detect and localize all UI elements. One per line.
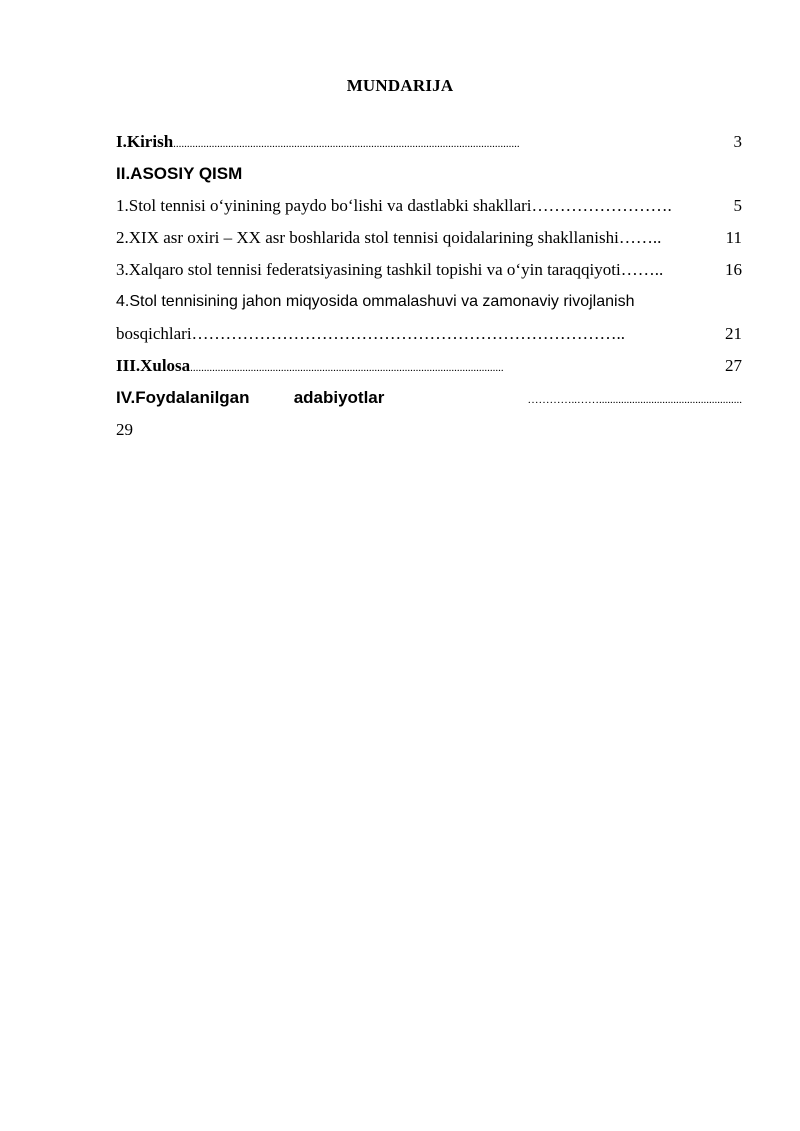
toc-entry-3[interactable] <box>116 254 742 286</box>
toc-section-heading <box>116 158 742 190</box>
toc-entry-label: I.Kirish <box>116 132 174 151</box>
toc-entry-label: 1.Stol tennisi o‘yinining paydo bo‘lishi va dastlabki shakllari <box>116 196 532 215</box>
toc-dot-leader: .............................................................................................................................. <box>173 138 520 150</box>
toc-entry-label: IV.Foydalanilgan adabiyotlar <box>116 388 385 407</box>
toc-dot-leader: ……………………. <box>531 196 672 215</box>
toc-dot-leader: ………………………………………………………………….. <box>191 324 626 343</box>
toc-entry-kirish[interactable] <box>116 126 742 158</box>
toc-page-number: 21 <box>725 324 742 343</box>
toc-entry-label: 3.Xalqaro stol tennisi federatsiyasining tashkil topishi va o‘yin taraqqiyoti <box>116 260 621 279</box>
toc-entry-xulosa[interactable] <box>116 350 742 382</box>
toc-dot-leader: …….. <box>618 228 662 247</box>
toc-page-number: 3 <box>733 132 742 151</box>
page-title: MUNDARIJA <box>346 76 454 95</box>
toc-page-number: 16 <box>725 260 742 279</box>
toc-entry-label: II.ASOSIY QISM <box>116 164 243 183</box>
toc-page-number: 11 <box>725 228 742 247</box>
toc-page-number: 5 <box>733 196 742 215</box>
toc-dot-leader: ....................................................……..………… <box>527 394 742 406</box>
toc-page-number-wrapped: 29 <box>116 420 133 439</box>
table-of-contents <box>116 126 742 446</box>
toc-entry-label: 4.Stol tennisining jahon miqyosida ommalashuvi va zamonaviy rivojlanish <box>116 293 635 310</box>
toc-page-number: 27 <box>725 356 742 375</box>
toc-entry-2[interactable] <box>116 222 742 254</box>
toc-entry-label: III.Xulosa <box>116 356 191 375</box>
toc-dot-leader: …….. <box>620 260 664 279</box>
toc-entry-label: 2.XIX asr oxiri – XX asr boshlarida stol tennisi qoidalarining shakllanishi <box>116 228 619 247</box>
toc-dot-leader: .................................................................................................................. <box>190 362 504 374</box>
toc-entry-adabiyotlar[interactable] <box>116 382 742 414</box>
toc-entry-4-continued[interactable] <box>116 318 742 350</box>
toc-entry-1[interactable] <box>116 190 742 222</box>
toc-entry-label: bosqichlari <box>116 324 192 343</box>
toc-entry-4[interactable] <box>116 286 742 318</box>
